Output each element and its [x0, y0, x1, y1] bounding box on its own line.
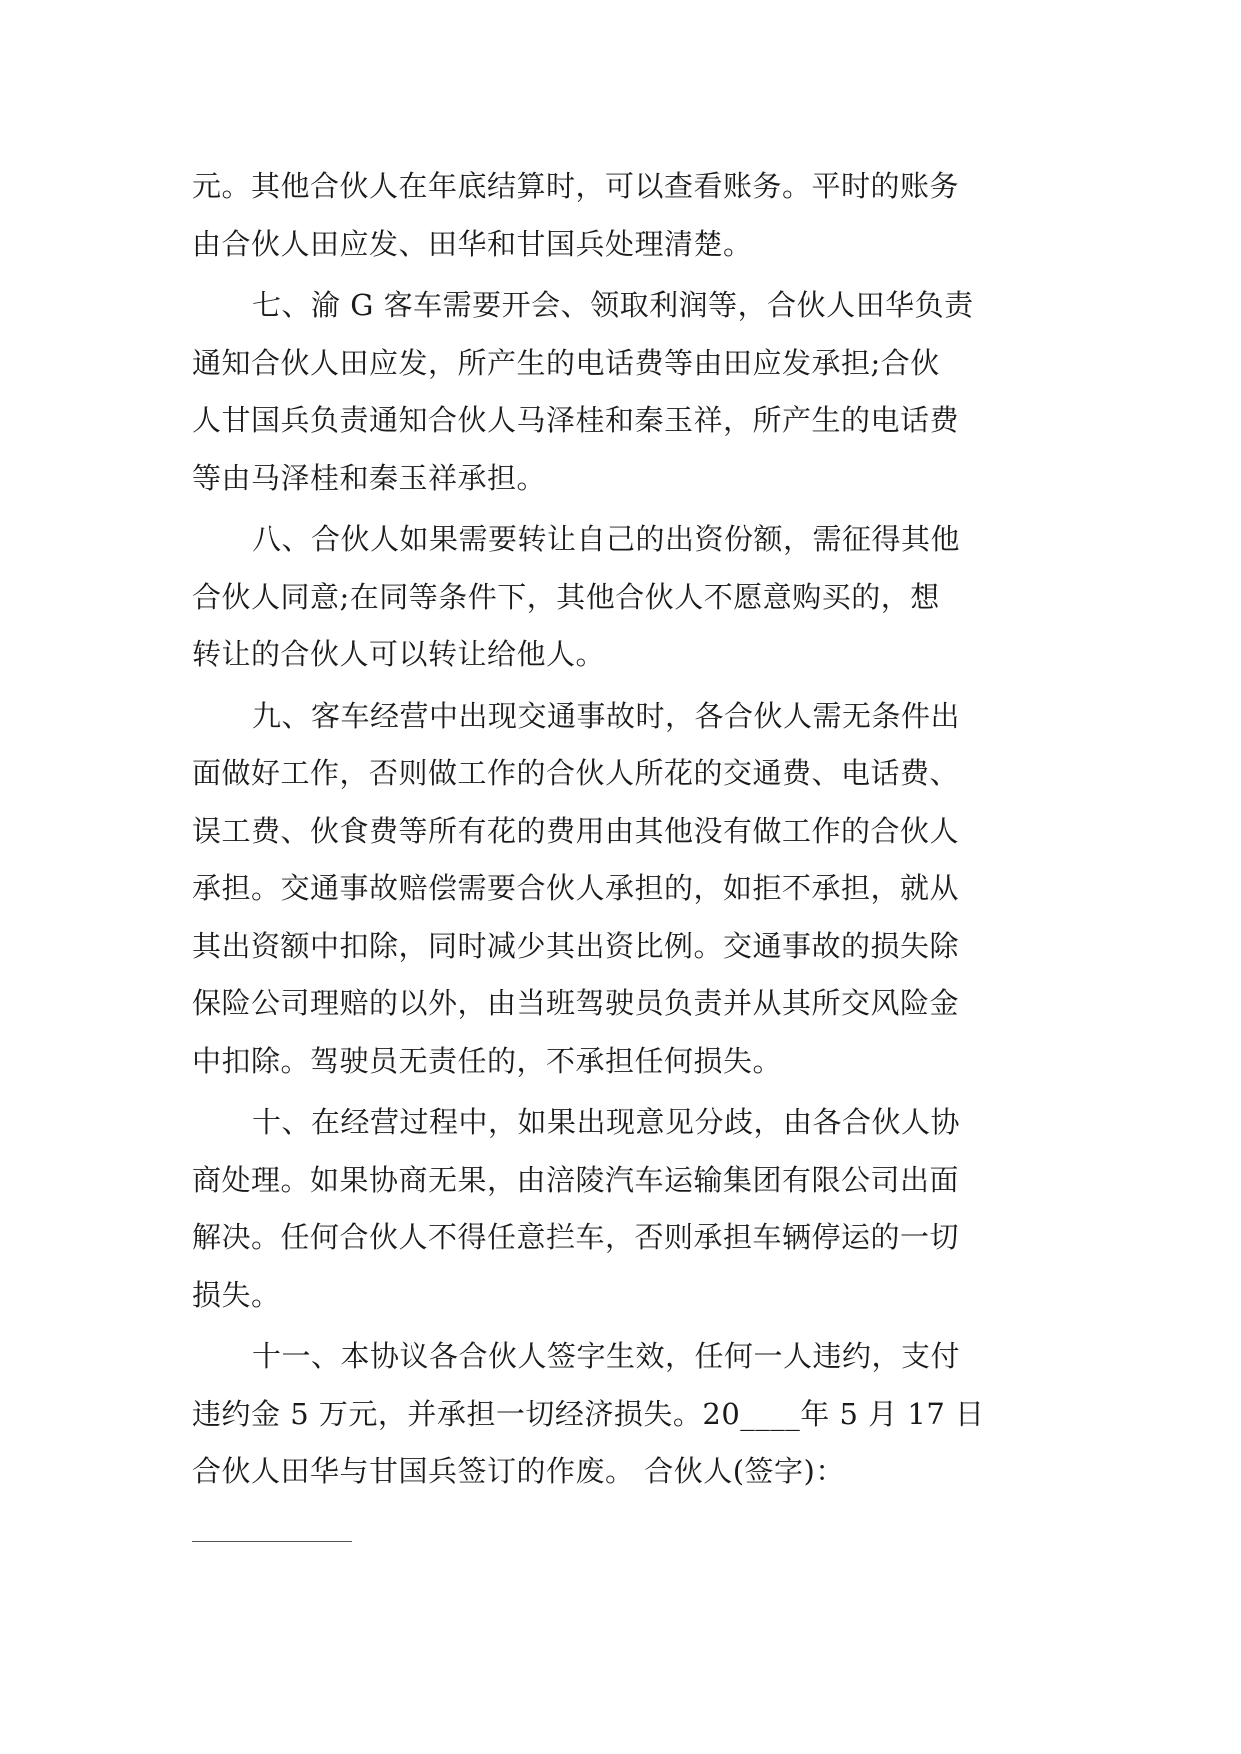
document-body [192, 158, 1052, 1501]
clause-8-start: 八、合伙人如果需要转让自己的出资份额，需征得其他 [252, 522, 961, 556]
text-line: 解决。任何合伙人不得任意拦车，否则承担车辆停运的一切 [192, 1220, 960, 1254]
text-line: 合伙人同意;在同等条件下，其他合伙人不愿意购买的，想 [192, 579, 940, 614]
text-line: 等由马泽桂和秦玉祥承担。 [192, 460, 547, 495]
text-line: 中扣除。驾驶员无责任的，不承担任何损失。 [192, 1043, 783, 1078]
text-line: 保险公司理赔的以外，由当班驾驶员负责并从其所交风险金 [192, 986, 960, 1020]
text-line: 面做好工作，否则做工作的合伙人所花的交通费、电话费、 [192, 756, 960, 790]
clause-7-start: 七、渝 G 客车需要开会、领取利润等，合伙人田华负责 [252, 288, 974, 322]
text-line: 承担。交通事故赔偿需要合伙人承担的，如拒不承担，就从 [192, 871, 960, 905]
signature-underline [192, 1541, 352, 1542]
text-line: 由合伙人田应发、田华和甘国兵处理清楚。 [192, 226, 753, 261]
signature-line-text: 合伙人田华与甘国兵签订的作废。 合伙人(签字)： [192, 1454, 845, 1488]
clause-11-start: 十一、本协议各合伙人签字生效，任何一人违约，支付 [252, 1339, 961, 1373]
text-line: 人甘国兵负责通知合伙人马泽桂和秦玉祥，所产生的电话费 [192, 403, 960, 437]
text-line: 误工费、伙食费等所有花的费用由其他没有做工作的合伙人 [192, 813, 960, 848]
text-line: 其出资额中扣除，同时减少其出资比例。交通事故的损失除 [192, 928, 960, 963]
text-line: 通知合伙人田应发，所产生的电话费等由田应发承担;合伙 [192, 345, 940, 380]
text-line: 损失。 [192, 1277, 281, 1312]
text-line: 转让的合伙人可以转让给他人。 [192, 637, 606, 671]
clause-10-start: 十、在经营过程中，如果出现意见分歧，由各合伙人协 [252, 1105, 961, 1139]
clause-9-start: 九、客车经营中出现交通事故时，各合伙人需无条件出 [252, 698, 961, 733]
text-line: 商处理。如果协商无果，由涪陵汽车运输集团有限公司出面 [192, 1162, 960, 1197]
text-line: 元。其他合伙人在年底结算时，可以查看账务。平时的账务 [192, 169, 960, 203]
text-line: 违约金 5 万元，并承担一切经济损失。20____年 5 月 17 日 [192, 1396, 985, 1431]
